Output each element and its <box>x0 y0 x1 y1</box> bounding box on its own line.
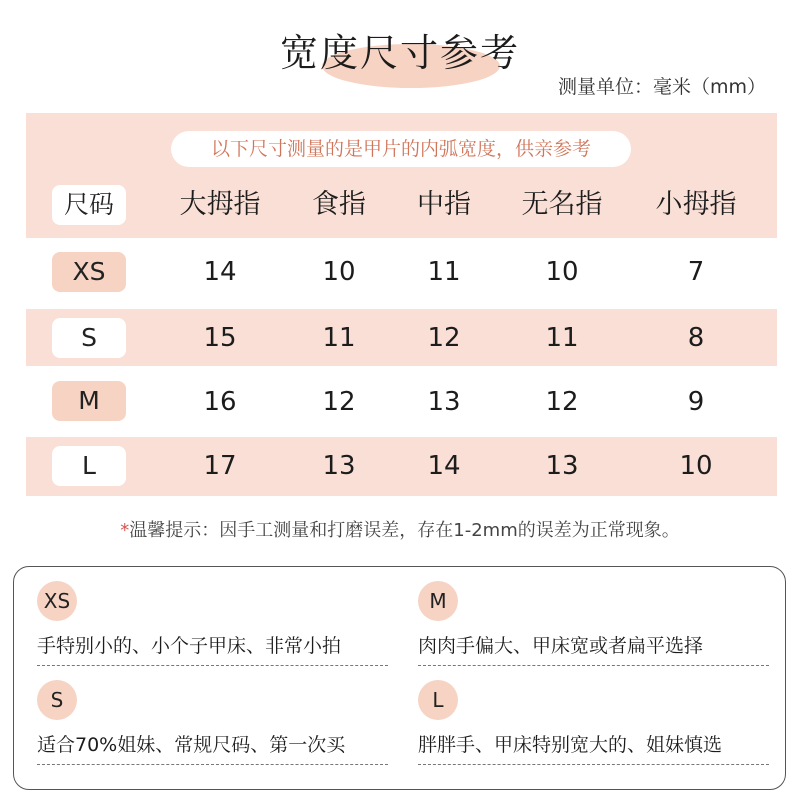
guide-desc-l: 胖胖手、甲床特别宽大的、姐妹慎选 <box>418 734 723 756</box>
table-cell: 10 <box>679 451 713 481</box>
size-tag-m: M <box>52 381 126 421</box>
header-size-label: 尺码 <box>52 185 126 225</box>
guide-desc-m: 肉肉手偏大、甲床宽或者扁平选择 <box>418 635 704 657</box>
size-tag-s: S <box>52 318 126 358</box>
divider <box>418 665 769 666</box>
guide-badge-s: S <box>37 680 77 720</box>
divider <box>418 764 769 765</box>
size-tag-xs: XS <box>52 252 126 292</box>
tip-star: * <box>120 520 130 541</box>
size-tag-l: L <box>52 446 126 486</box>
tip-note <box>0 516 800 542</box>
table-cell: 13 <box>427 387 461 417</box>
table-cell: 16 <box>203 387 237 417</box>
table-cell: 9 <box>687 387 705 417</box>
table-cell: 11 <box>545 323 579 353</box>
header-ring: 无名指 <box>521 189 603 220</box>
guide-badge-m: M <box>418 581 458 621</box>
table-cell: 12 <box>322 387 356 417</box>
table-cell: 12 <box>545 387 579 417</box>
table-cell: 14 <box>427 451 461 481</box>
table-cell: 11 <box>322 323 356 353</box>
table-cell: 8 <box>687 323 705 353</box>
page-title: 宽度尺寸参考 <box>279 31 520 75</box>
table-cell: 11 <box>427 257 461 287</box>
unit-note: 测量单位：毫米（mm） <box>557 76 766 98</box>
divider <box>37 665 388 666</box>
header-middle: 中指 <box>417 189 471 220</box>
header-thumb: 大拇指 <box>179 189 261 220</box>
table-cell: 17 <box>203 451 237 481</box>
table-cell: 13 <box>322 451 356 481</box>
table-cell: 7 <box>687 257 705 287</box>
tip-text: 温馨提示：因手工测量和打磨误差，存在1-2mm的误差为正常现象。 <box>129 520 680 541</box>
header-pinky: 小拇指 <box>655 189 737 220</box>
table-cell: 13 <box>545 451 579 481</box>
divider <box>37 764 388 765</box>
guide-badge-l: L <box>418 680 458 720</box>
header-index: 食指 <box>312 189 366 220</box>
table-cell: 10 <box>545 257 579 287</box>
table-cell: 15 <box>203 323 237 353</box>
guide-desc-s: 适合70%姐妹、常规尺码、第一次买 <box>37 734 346 756</box>
table-cell: 10 <box>322 257 356 287</box>
table-cell: 14 <box>203 257 237 287</box>
measurement-notice: 以下尺寸测量的是甲片的内弧宽度，供亲参考 <box>171 131 631 167</box>
guide-desc-xs: 手特别小的、小个子甲床、非常小拍 <box>37 635 342 657</box>
table-cell: 12 <box>427 323 461 353</box>
guide-badge-xs: XS <box>37 581 77 621</box>
